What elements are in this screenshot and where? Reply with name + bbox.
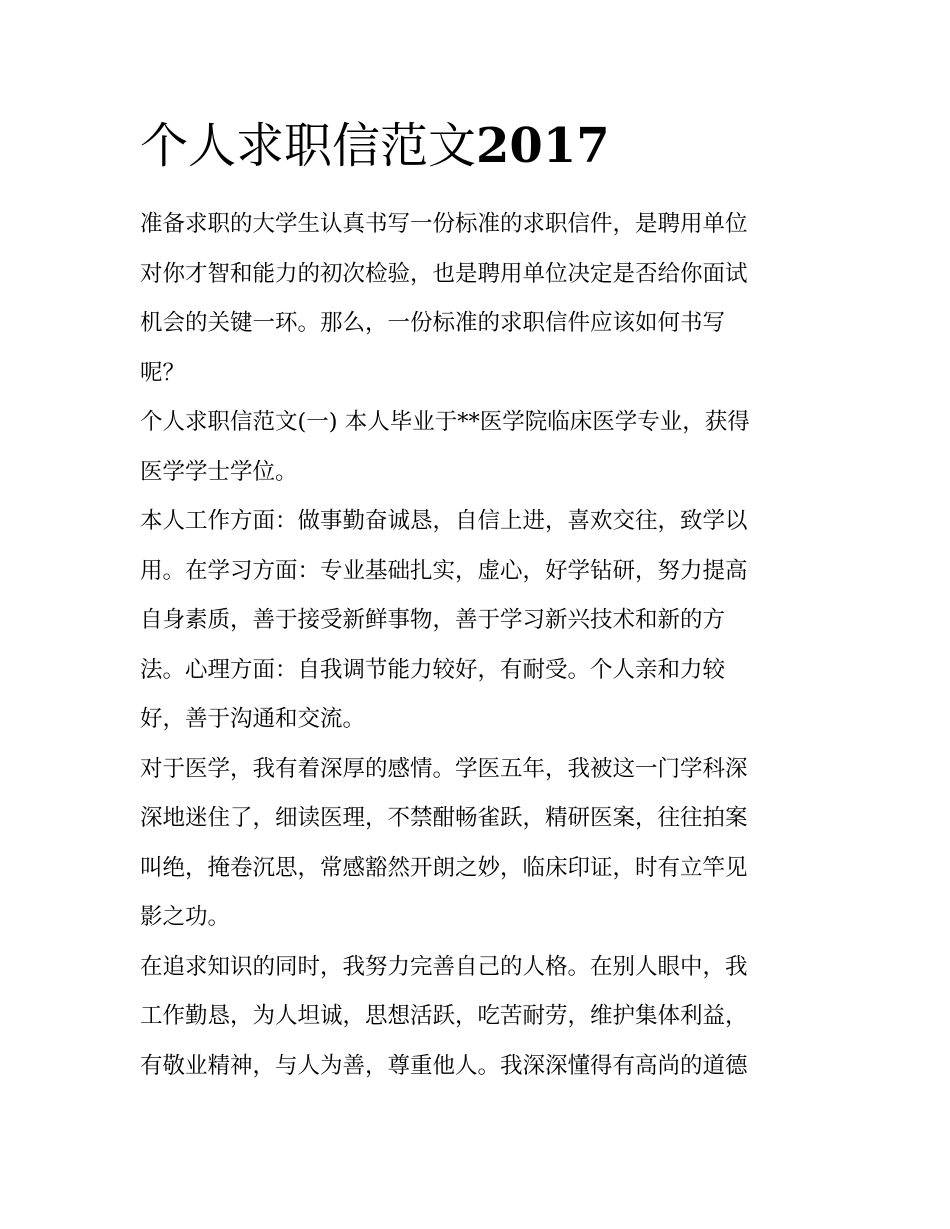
text-line: 工作勤恳，为人坦诚，思想活跃，吃苦耐劳，维护集体利益， [140,1003,748,1029]
text-line: 对于医学，我有着深厚的感情。学医五年，我被这一门学科深 [140,755,748,782]
text-line: 好，善于沟通和交流。 [140,706,366,732]
text-line: 自身素质，善于接受新鲜事物，善于学习新兴技术和新的方 [140,607,726,633]
text-line: 医学学士学位。 [140,458,298,485]
text-line: 在追求知识的同时，我努力完善自己的人格。在别人眼中，我 [140,953,748,980]
text-line: 用。在学习方面：专业基础扎实，虚心，好学钻研，努力提高 [140,557,748,584]
document-title [140,112,816,180]
text-line: 法。心理方面：自我调节能力较好，有耐受。个人亲和力较 [140,656,726,683]
paragraph-work-study [140,497,816,745]
paragraph-medicine [140,745,816,943]
text-line: 影之功。 [140,904,231,930]
text-line: 个人求职信范文(一) 本人毕业于**医学院临床医学专业，获得 [140,409,750,435]
text-line: 机会的关键一环。那么，一份标准的求职信件应该如何书写 [140,310,726,336]
text-line: 本人工作方面：做事勤奋诚恳，自信上进，喜欢交往，致学以 [140,508,748,534]
paragraph-character [140,943,816,1092]
text-line: 有敬业精神，与人为善，尊重他人。我深深懂得有高尚的道德 [140,1052,748,1079]
document-page [140,112,816,1091]
title-year: 2017 [476,118,610,174]
text-line: 呢？ [140,359,186,386]
paragraph-intro [140,200,816,398]
text-line: 对你才智和能力的初次检验，也是聘用单位决定是否给你面试 [140,260,748,287]
text-line: 深地迷住了，细读医理，不禁酣畅雀跃，精研医案，往往拍案 [140,805,748,831]
text-line: 叫绝，掩卷沉思，常感豁然开朗之妙，临床印证，时有立竿见 [140,854,748,881]
paragraph-sample-heading [140,398,816,497]
title-text: 个人求职信范文 [140,118,477,174]
text-line: 准备求职的大学生认真书写一份标准的求职信件，是聘用单位 [140,211,748,237]
